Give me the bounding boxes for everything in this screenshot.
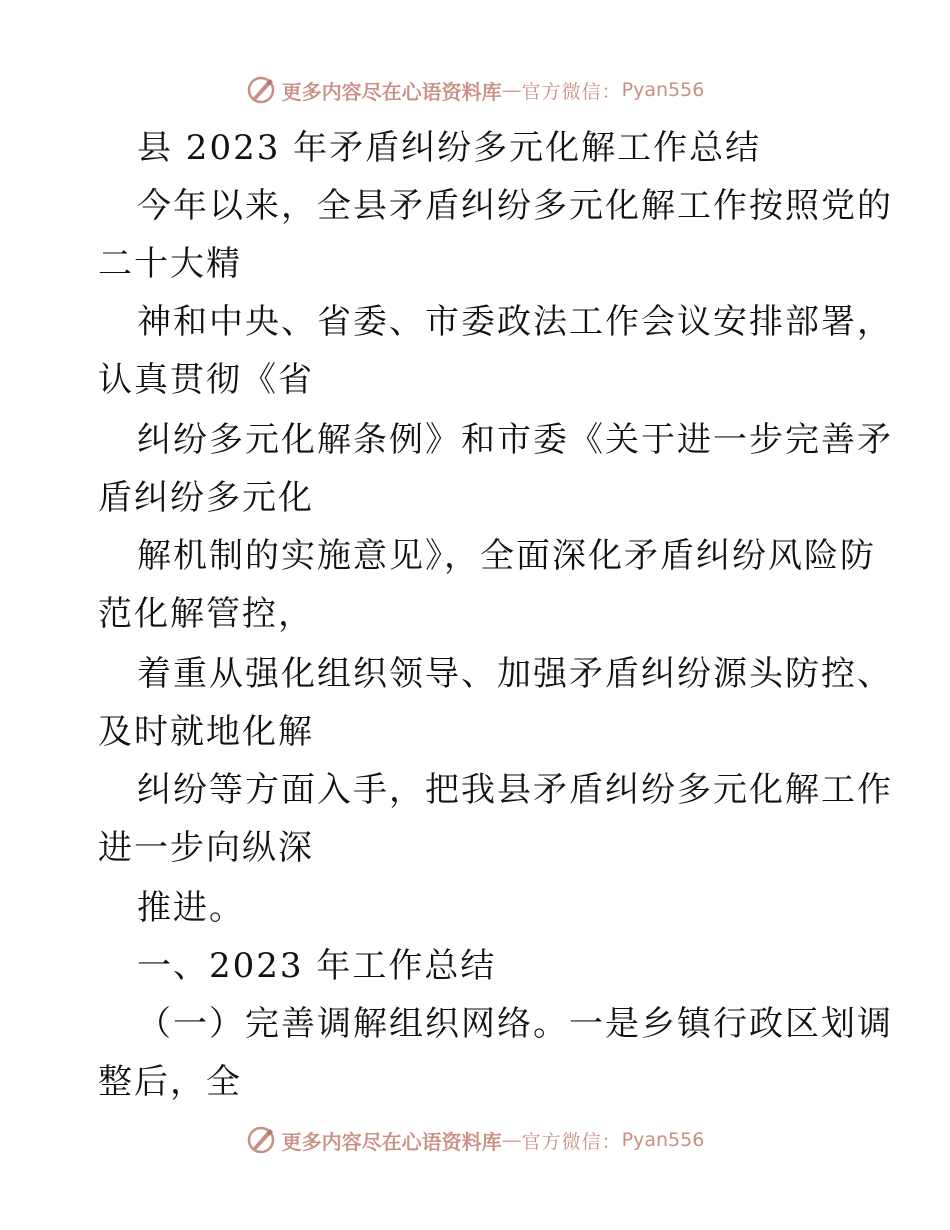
- text-line: 范化解管控，: [98, 594, 314, 634]
- text-line: 及时就地化解: [98, 712, 314, 752]
- text-line: 整后，全: [98, 1062, 242, 1102]
- watermark-sub-text: 官方微信：: [521, 1130, 622, 1153]
- document-title: 县 2023 年矛盾纠纷多元化解工作总结: [137, 128, 762, 168]
- text-line: 着重从强化组织领导、加强矛盾纠纷源头防控、: [137, 654, 893, 694]
- text-line: 推进。: [137, 888, 245, 928]
- text-line: （一）完善调解组织网络。一是乡镇行政区划调: [137, 1004, 893, 1044]
- text-line: 纠纷等方面入手，把我县矛盾纠纷多元化解工作: [137, 770, 893, 810]
- text-line: 解机制的实施意见》，全面深化矛盾纠纷风险防: [137, 536, 876, 576]
- text-line: 盾纠纷多元化: [98, 478, 314, 518]
- text-line: 今年以来，全县矛盾纠纷多元化解工作按照党的: [137, 186, 893, 226]
- text-line: 二十大精: [98, 244, 242, 284]
- pen-logo-icon: [246, 1125, 276, 1155]
- watermark-id: Pyan556: [621, 1129, 705, 1151]
- watermark-main-text: 更多内容尽在心语资料库: [281, 79, 502, 104]
- watermark-separator: —: [501, 78, 522, 102]
- watermark-banner-bottom: [0, 1120, 950, 1160]
- text-line: 认真贯彻《省: [98, 360, 314, 400]
- watermark-separator: —: [501, 1128, 522, 1152]
- watermark-id: Pyan556: [621, 79, 705, 101]
- watermark-banner-top: [0, 70, 950, 110]
- watermark-main-text: 更多内容尽在心语资料库: [281, 1129, 502, 1154]
- watermark-sub-text: 官方微信：: [521, 80, 622, 103]
- pen-logo-icon: [246, 75, 276, 105]
- text-line: 进一步向纵深: [98, 828, 314, 868]
- text-line: 神和中央、省委、市委政法工作会议安排部署，: [137, 302, 893, 342]
- text-line: 纠纷多元化解条例》和市委《关于进一步完善矛: [137, 420, 893, 460]
- section-heading: 一、2023 年工作总结: [137, 946, 497, 986]
